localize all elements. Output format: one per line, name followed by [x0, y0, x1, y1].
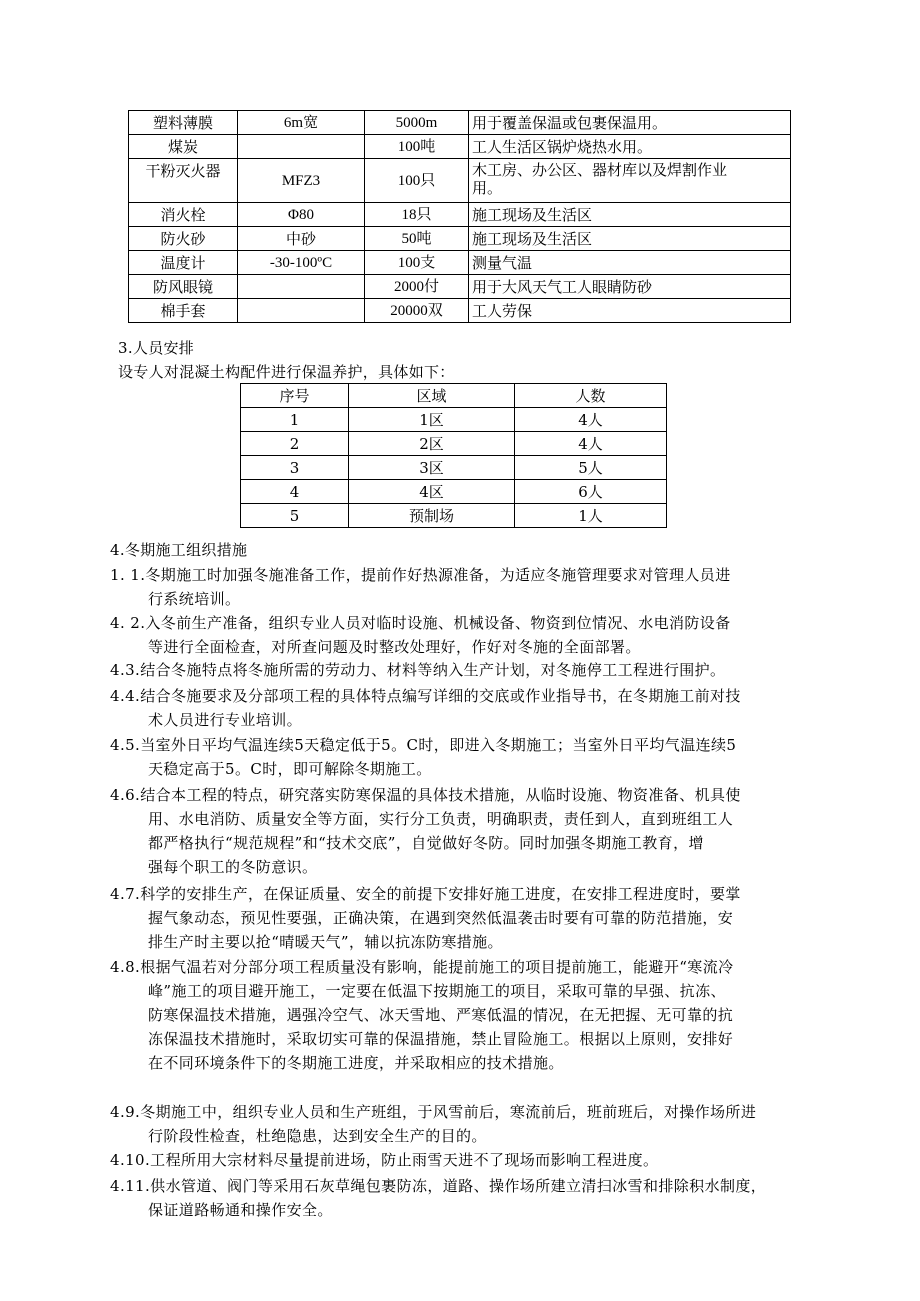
material-use: 用于大风天气工人眼睛防砂 — [469, 275, 791, 299]
materials-table — [128, 110, 791, 323]
section4-heading: 4.冬期施工组织措施 — [110, 541, 248, 559]
material-use: 工人生活区锅炉烧热水用。 — [469, 135, 791, 159]
material-name: 干粉灭火器 — [129, 159, 238, 203]
material-qty: 18只 — [365, 203, 469, 227]
material-name: 防风眼镜 — [129, 275, 238, 299]
table-row — [241, 504, 667, 528]
measure-item — [110, 611, 810, 659]
table-row — [129, 159, 791, 203]
table-row — [129, 227, 791, 251]
table-row — [129, 111, 791, 135]
measure-item — [110, 1100, 810, 1148]
material-spec: -30-100ºC — [238, 251, 365, 275]
measure-item — [110, 783, 810, 879]
measure-line: 4.5.当室外日平均气温连续5天稳定低于5。C时，即进入冬期施工；当室外日平均气温连续5 — [110, 736, 737, 754]
measure-line: 排生产时主要以抢“晴暖天气”，辅以抗冻防寒措施。 — [148, 933, 503, 951]
table-header-row — [241, 384, 667, 408]
staff-index: 5 — [241, 504, 349, 528]
material-name: 温度计 — [129, 251, 238, 275]
measure-line: 4. 2.入冬前生产准备，组织专业人员对临时设施、机械设备、物资到位情况、水电消防设备 — [110, 614, 731, 632]
measure-item — [110, 1148, 810, 1172]
staff-index: 4 — [241, 480, 349, 504]
measure-line: 4.7.科学的安排生产，在保证质量、安全的前提下安排好施工进度，在安排工程进度时，要掌 — [110, 885, 741, 903]
staff-area: 4区 — [349, 480, 515, 504]
material-use: 施工现场及生活区 — [469, 203, 791, 227]
measure-line: 冻保温技术措施时，采取切实可靠的保温措施，禁止冒险施工。根据以上原则，安排好 — [148, 1030, 734, 1048]
staff-area: 3区 — [349, 456, 515, 480]
table-row — [129, 251, 791, 275]
staff-area: 2区 — [349, 432, 515, 456]
measure-line: 峰”施工的项目避开施工，一定要在低温下按期施工的项目，采取可靠的早强、抗冻、 — [148, 982, 726, 1000]
section3-intro: 设专人对混凝土构配件进行保温养护，具体如下： — [118, 363, 455, 381]
material-spec: Φ80 — [238, 203, 365, 227]
staff-area: 1区 — [349, 408, 515, 432]
measure-line: 用、水电消防、质量安全等方面，实行分工负责，明确职责，责任到人，直到班组工人 — [148, 810, 734, 828]
measure-line: 4.3.结合冬施特点将冬施所需的劳动力、材料等纳入生产计划，对冬施停工工程进行围护。 — [110, 661, 726, 679]
measure-item — [110, 733, 810, 781]
material-name: 防火砂 — [129, 227, 238, 251]
table-row — [241, 456, 667, 480]
measure-line: 1. 1.冬期施工时加强冬施准备工作，提前作好热源准备，为适应冬施管理要求对管理人员进 — [110, 566, 731, 584]
measure-item — [110, 955, 810, 1075]
table-row — [129, 299, 791, 323]
table-row — [241, 432, 667, 456]
staff-count: 6人 — [515, 480, 667, 504]
material-qty: 20000双 — [365, 299, 469, 323]
table-row — [129, 275, 791, 299]
material-qty: 100支 — [365, 251, 469, 275]
material-qty: 5000m — [365, 111, 469, 135]
staff-index: 3 — [241, 456, 349, 480]
staff-count: 1人 — [515, 504, 667, 528]
measure-line: 4.10.工程所用大宗材料尽量提前进场，防止雨雪天进不了现场而影响工程进度。 — [110, 1151, 659, 1169]
material-spec — [238, 135, 365, 159]
material-use-line: 木工房、办公区、器材库以及焊割作业 — [472, 161, 728, 179]
material-use-line: 用。 — [472, 179, 503, 197]
material-qty: 100只 — [365, 159, 469, 203]
measure-line: 保证道路畅通和操作安全。 — [148, 1201, 333, 1219]
material-spec: MFZ3 — [238, 159, 365, 203]
measure-line: 术人员进行专业培训。 — [148, 711, 303, 729]
staff-index: 1 — [241, 408, 349, 432]
material-qty: 2000付 — [365, 275, 469, 299]
measure-line: 握气象动态，预见性要强，正确决策，在遇到突然低温袭击时要有可靠的防范措施，安 — [148, 909, 734, 927]
material-spec — [238, 299, 365, 323]
material-use — [469, 159, 791, 203]
measure-line: 强每个职工的冬防意识。 — [148, 858, 318, 876]
measure-line: 4.4.结合冬施要求及分部项工程的具体特点编写详细的交底或作业指导书，在冬期施工前对技 — [110, 687, 741, 705]
material-spec — [238, 275, 365, 299]
material-name: 消火栓 — [129, 203, 238, 227]
measure-line: 等进行全面检查，对所查问题及时整改处理好，作好对冬施的全面部署。 — [148, 638, 641, 656]
material-spec: 中砂 — [238, 227, 365, 251]
section3-heading: 3.人员安排 — [118, 339, 195, 357]
material-name: 棉手套 — [129, 299, 238, 323]
staff-table — [240, 383, 667, 528]
measure-item — [110, 882, 810, 954]
material-use: 用于覆盖保温或包裹保温用。 — [469, 111, 791, 135]
measure-line: 行阶段性检查，杜绝隐患，达到安全生产的目的。 — [148, 1127, 487, 1145]
column-header: 区域 — [349, 384, 515, 408]
staff-count: 4人 — [515, 408, 667, 432]
measure-line: 4.11.供水管道、阀门等采用石灰草绳包裹防冻，道路、操作场所建立清扫冰雪和排除积水制度， — [110, 1177, 767, 1195]
staff-count: 4人 — [515, 432, 667, 456]
measure-item — [110, 658, 810, 682]
measure-line: 都严格执行“规范规程”和“技术交底”，自觉做好冬防。同时加强冬期施工教育，增 — [148, 834, 704, 852]
material-spec: 6m宽 — [238, 111, 365, 135]
measure-line: 4.8.根据气温若对分部分项工程质量没有影响，能提前施工的项目提前施工，能避开“寒流冷 — [110, 958, 734, 976]
table-row — [241, 408, 667, 432]
column-header: 人数 — [515, 384, 667, 408]
measure-line: 4.9.冬期施工中，组织专业人员和生产班组，于风雪前后，寒流前后，班前班后，对操作场所进 — [110, 1103, 757, 1121]
measure-line: 天稳定高于5。C时，即可解除冬期施工。 — [148, 760, 432, 778]
material-qty: 100吨 — [365, 135, 469, 159]
measure-line: 防寒保温技术措施，遇强冷空气、冰天雪地、严寒低温的情况，在无把握、无可靠的抗 — [148, 1006, 734, 1024]
table-row — [129, 203, 791, 227]
table-row — [241, 480, 667, 504]
staff-index: 2 — [241, 432, 349, 456]
material-name: 塑料薄膜 — [129, 111, 238, 135]
measure-line: 4.6.结合本工程的特点，研究落实防寒保温的具体技术措施，从临时设施、物资准备、机具使 — [110, 786, 741, 804]
material-qty: 50吨 — [365, 227, 469, 251]
material-use: 测量气温 — [469, 251, 791, 275]
staff-count: 5人 — [515, 456, 667, 480]
staff-area: 预制场 — [349, 504, 515, 528]
material-name: 煤炭 — [129, 135, 238, 159]
material-use: 施工现场及生活区 — [469, 227, 791, 251]
measure-item — [110, 684, 810, 732]
material-use: 工人劳保 — [469, 299, 791, 323]
measure-item — [110, 563, 810, 611]
measure-line: 在不同环境条件下的冬期施工进度，并采取相应的技术措施。 — [148, 1054, 564, 1072]
measure-item — [110, 1174, 810, 1222]
measure-line: 行系统培训。 — [148, 590, 241, 608]
table-row — [129, 135, 791, 159]
column-header: 序号 — [241, 384, 349, 408]
